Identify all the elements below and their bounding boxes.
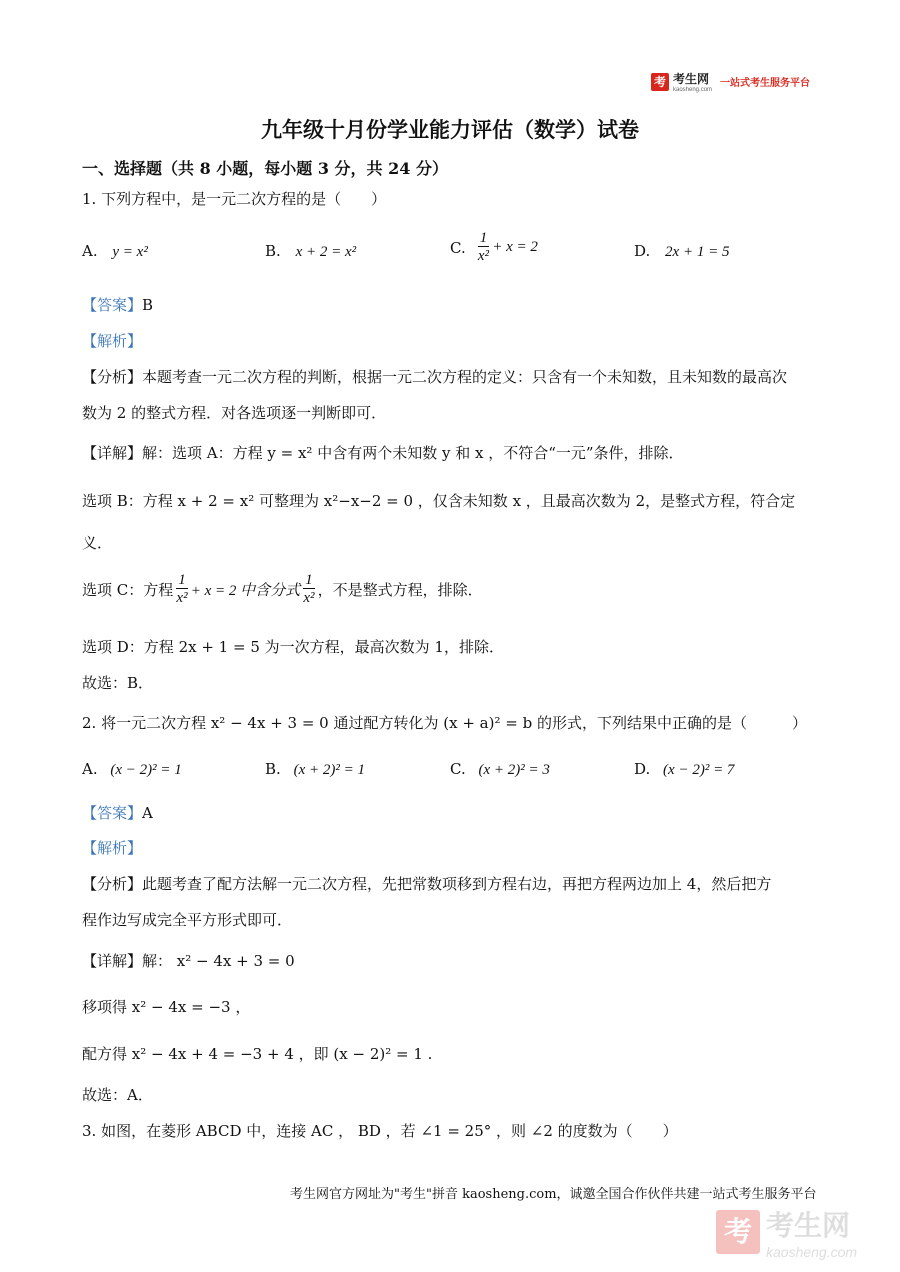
q2-option-d[interactable]: D. (x − 2)² = 7 (634, 760, 735, 778)
q1-detail-d: 选项 D：方程 2x + 1 = 5 为一次方程，最高次数为 1，排除． (82, 638, 504, 656)
question-3-stem: 3. 如图，在菱形 ABCD 中，连接 AC ， BD ，若 ∠1 = 25° ，则 ∠2 的度数为（ ） (82, 1122, 678, 1140)
q1-option-d[interactable]: D. 2x + 1 = 5 (634, 242, 730, 260)
q1-option-c[interactable]: C. $\frac{1}{\text{x²}}$ + x = 2 (450, 230, 538, 264)
question-1-stem: 1. 下列方程中，是一元二次方程的是（ ） (82, 190, 387, 208)
q1-detail-b-2: 义． (82, 534, 113, 552)
watermark-text: 考生网 (766, 1210, 851, 1241)
q2-choose: 故选：A． (82, 1086, 153, 1104)
q2-step-2: 配方得 x² − 4x + 4 = −3 + 4 ，即 (x − 2)² = 1 . (82, 1045, 433, 1063)
logo-icon: 考 (651, 73, 669, 91)
page-title: 九年级十月份学业能力评估（数学）试卷 (261, 117, 639, 142)
q1-option-a[interactable]: A. y = x² (82, 242, 148, 260)
q2-option-c[interactable]: C. (x + 2)² = 3 (450, 760, 550, 778)
q2-option-a[interactable]: A. (x − 2)² = 1 (82, 760, 182, 778)
q2-fenxi: 【分析】此题考查了配方法解一元二次方程，先把常数项移到方程右边，再把方程两边加上 4，然后把方 (82, 875, 772, 893)
q1-option-c-fraction: $\frac{1}{\text{x²}}$ (477, 230, 490, 264)
q1-fenxi-2: 数为 2 的整式方程．对各选项逐一判断即可． (82, 404, 387, 422)
q2-analysis-tag: 【解析】 (82, 839, 143, 857)
q1-detail-b: 选项 B：方程 x + 2 = x² 可整理为 x²−x−2 = 0 ，仅含未知数 x ，且最高次数为 2，是整式方程，符合定 (82, 492, 796, 510)
logo-text: 考生网 (673, 72, 710, 86)
q1-fenxi: 【分析】本题考查一元二次方程的判断，根据一元二次方程的定义：只含有一个未知数，且未知数的最高次 (82, 368, 788, 386)
q1-choose: 故选：B． (82, 674, 154, 692)
footer-watermark (716, 1204, 857, 1260)
q2-answer: 【答案】A (82, 804, 153, 822)
q2-fenxi-2: 程作边写成完全平方形式即可． (82, 911, 293, 929)
q1-detail-c-fraction-2: $\frac{1}{\text{x²}}$ (303, 572, 315, 606)
q1-detail-c-fraction-1: $\frac{1}{\text{x²}}$ (176, 572, 188, 606)
section-heading: 一、选择题（共 8 小题，每小题 3 分，共 24 分） (82, 159, 448, 178)
q2-detail: 【详解】解： x² − 4x + 3 = 0 (82, 952, 295, 970)
q2-step-1: 移项得 x² − 4x = −3 ， (82, 998, 251, 1016)
q2-option-b[interactable]: B. (x + 2)² = 1 (265, 760, 365, 778)
watermark-logo-icon: 考 (716, 1210, 760, 1254)
q1-answer: 【答案】B (82, 296, 154, 314)
q1-detail-c: 选项 C：方程 $\frac{1}{\text{x²}}$ + x = 2 中含分式 $\frac{1}{\text{x²}}$ ，不是整式方程，排除． (82, 572, 483, 606)
watermark-sub: kaosheng.com (766, 1244, 858, 1260)
footer-text: 考生网官方网址为"考生"拼音 kaosheng.com，诚邀全国合作伙伴共建一站式考生服务平台 (290, 1187, 817, 1202)
logo-sub: kaosheng.com (673, 87, 713, 93)
q1-detail-a: 【详解】解：选项 A：方程 y = x² 中含有两个未知数 y 和 x ，不符合“一元”条件，排除． (82, 444, 684, 462)
q1-option-b[interactable]: B. x + 2 = x² (265, 242, 357, 260)
question-2-stem: 2. 将一元二次方程 x² − 4x + 3 = 0 通过配方转化为 (x + a)² = b 的形式，下列结果中正确的是（ ） (82, 714, 807, 732)
header-slogan: 一站式考生服务平台 (720, 78, 811, 89)
header-logo[interactable] (651, 70, 810, 93)
q1-analysis-tag: 【解析】 (82, 332, 143, 350)
